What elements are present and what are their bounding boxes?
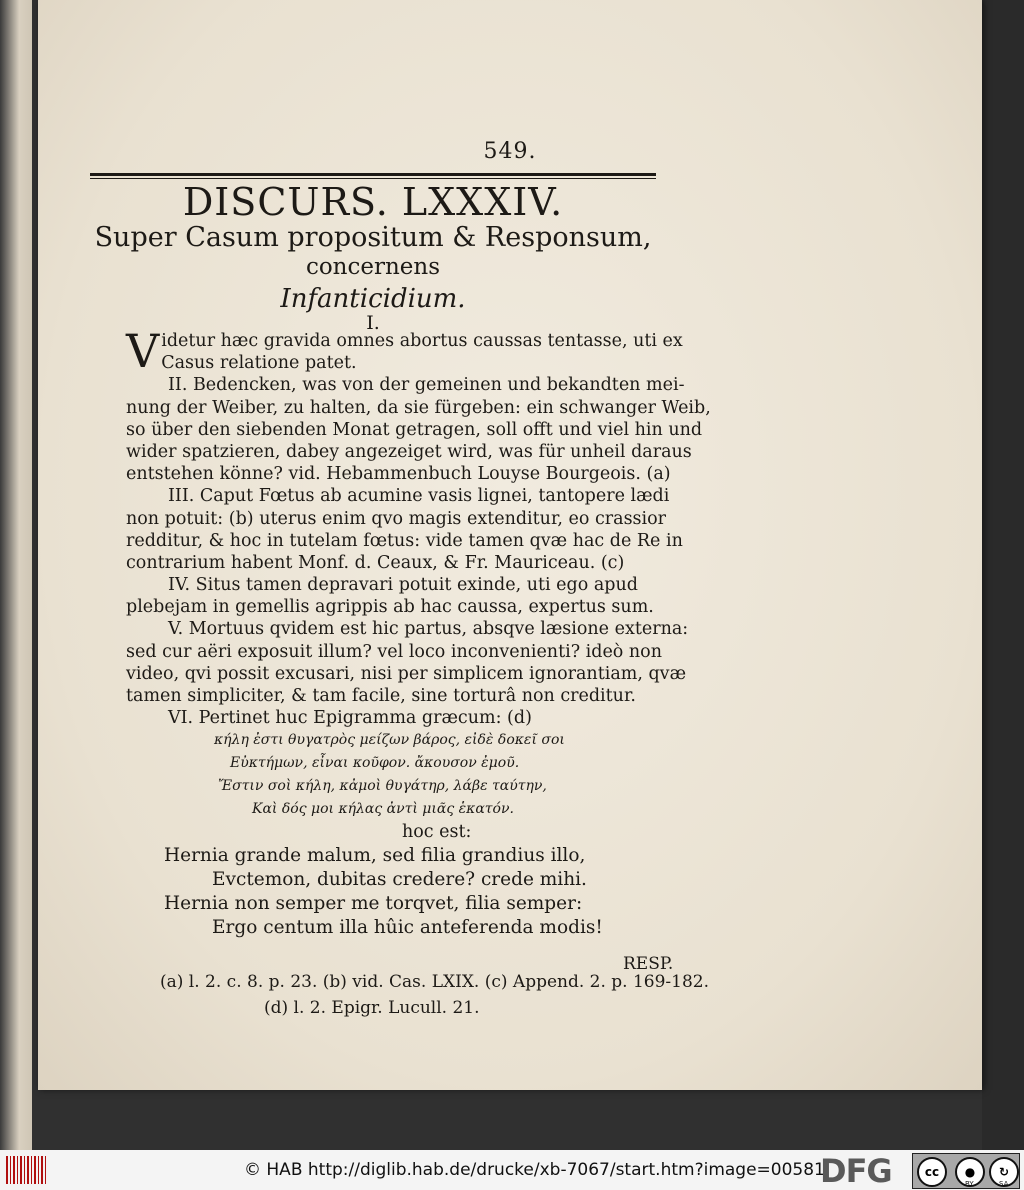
section-number: I.: [366, 312, 380, 334]
text-line: plebejam in gemellis agrippis ab hac caussa, expertus sum.: [126, 597, 654, 618]
text-line: IV. Situs tamen depravari potuit exinde, uti ego apud: [168, 575, 638, 596]
dfg-logo: DFG: [820, 1152, 892, 1190]
text-line: redditur, & hoc in tutelam fœtus: vide tamen qvæ hac de Re in: [126, 530, 683, 551]
text-line: Casus relatione patet.: [161, 353, 357, 374]
text-line: VI. Pertinet huc Epigramma græcum: (d): [168, 708, 532, 729]
verse-line: Evctemon, dubitas credere? crede mihi.: [212, 869, 587, 891]
chapter-title: DISCURS. LXXXIV.: [182, 180, 564, 224]
greek-line: κήλη ἐστι θυγατρὸς μείζων βάρος, εἰδὲ δοκεῖ σοι: [214, 732, 565, 749]
greek-line: Καὶ δός μοι κήλας ἀντὶ μιᾶς ἑκατόν.: [252, 801, 514, 818]
sa-label: SA: [999, 1180, 1009, 1188]
by-icon: ●: [955, 1157, 985, 1187]
chapter-subtitle-3: Infanticidium.: [280, 284, 466, 314]
greek-line: Ἔστιν σοὶ κήλη, κἀμοὶ θυγάτηρ, λάβε ταύτην,: [218, 778, 547, 795]
scan-left-edge: [0, 0, 32, 1150]
footnote-1: (a) l. 2. c. 8. p. 23. (b) vid. Cas. LXIX. (c) Append. 2. p. 169-182.: [160, 972, 710, 992]
verse-line: Hernia grande malum, sed filia grandius illo,: [164, 845, 586, 867]
hoc-est-label: hoc est:: [402, 822, 472, 843]
copyright-link[interactable]: © HAB http://diglib.hab.de/drucke/xb-7067/start.htm?image=00581: [244, 1160, 825, 1180]
chapter-subtitle-2: concernens: [305, 254, 441, 280]
text-line: III. Caput Fœtus ab acumine vasis lignei, tantopere lædi: [168, 486, 670, 507]
verse-line: Hernia non semper me torqvet, filia semper:: [164, 893, 583, 915]
hab-logo-icon: [6, 1156, 46, 1184]
header-rule: [90, 173, 656, 176]
text-line: entstehen könne? vid. Hebammenbuch Louyse Bourgeois. (a): [126, 464, 671, 485]
text-line: wider spatzieren, dabey angezeiget wird, was für unheil daraus: [126, 441, 692, 462]
viewer-footer: [0, 1150, 1024, 1190]
sa-icon: ↻: [989, 1157, 1019, 1187]
drop-cap: V: [126, 324, 160, 378]
scan-right-edge: [982, 0, 1024, 1150]
book-page: [38, 0, 982, 1090]
text-line: II. Bedencken, was von der gemeinen und bekandten mei-: [168, 375, 685, 396]
text-line: sed cur aëri exposuit illum? vel loco inconvenienti? ideò non: [126, 641, 662, 662]
text-line: contrarium habent Monf. d. Ceaux, & Fr. Mauriceau. (c): [126, 552, 625, 573]
text-line: so über den siebenden Monat getragen, soll offt und viel hin und: [126, 419, 703, 440]
header-rule-thin: [90, 178, 656, 179]
footnote-2: (d) l. 2. Epigr. Lucull. 21.: [264, 998, 480, 1018]
cc-license-badge[interactable]: [912, 1153, 1020, 1189]
text-line: nung der Weiber, zu halten, da sie fürgeben: ein schwanger Weib,: [126, 397, 711, 418]
chapter-subtitle-1: Super Casum propositum & Responsum,: [94, 222, 652, 253]
catchword: RESP.: [623, 954, 674, 974]
cc-icon: cc: [917, 1157, 947, 1187]
by-label: BY: [965, 1180, 974, 1188]
text-line: non potuit: (b) uterus enim qvo magis extenditur, eo crassior: [126, 508, 667, 529]
text-line: video, qvi possit excusari, nisi per simplicem ignorantiam, qvæ: [126, 663, 687, 684]
text-line: idetur hæc gravida omnes abortus caussas tentasse, uti ex: [161, 331, 683, 351]
greek-line: Εὐκτήμων, εἶναι κοῦφον. ἄκουσον ἐμοῦ.: [230, 755, 520, 772]
page-number: 549.: [483, 139, 537, 164]
text-line: tamen simpliciter, & tam facile, sine torturâ non creditur.: [126, 686, 636, 706]
verse-line: Ergo centum illa hûic anteferenda modis!: [212, 917, 603, 939]
text-line: V. Mortuus qvidem est hic partus, absqve læsione externa:: [168, 619, 689, 640]
body-text: [126, 324, 711, 941]
